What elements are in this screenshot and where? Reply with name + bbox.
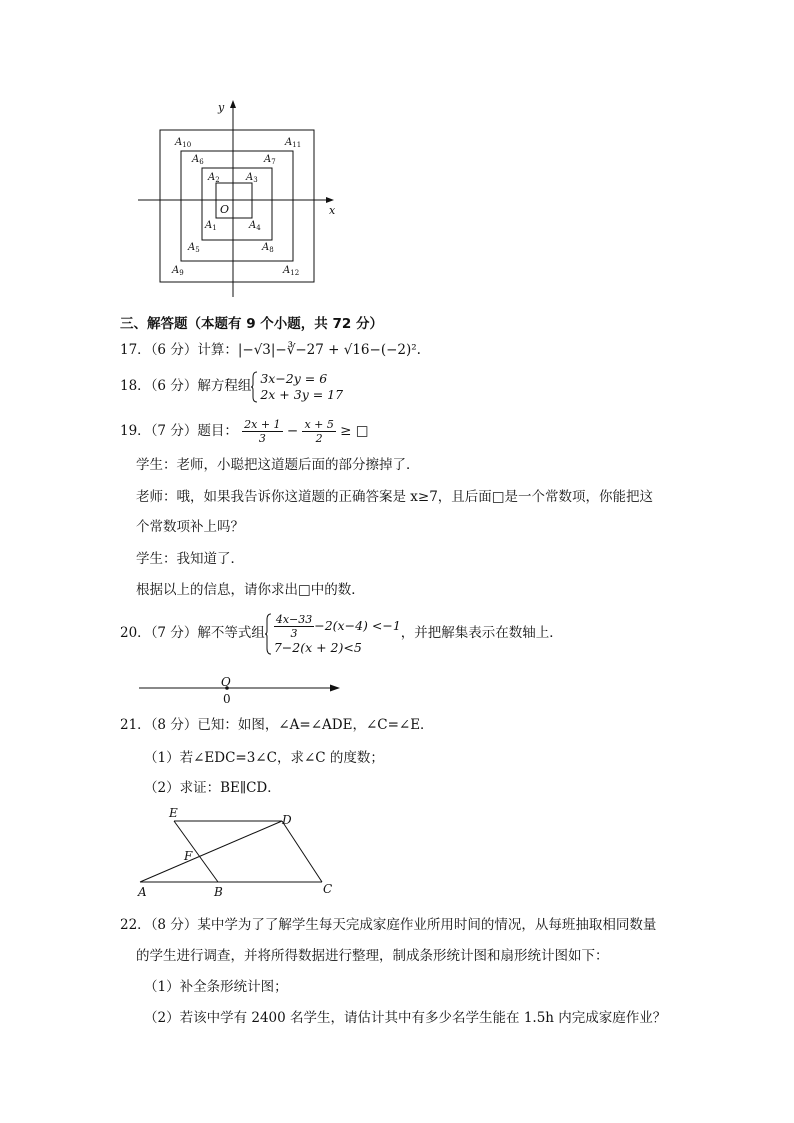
q21-text: 已知：如图，∠A=∠ADE，∠C=∠E．: [197, 717, 434, 733]
question-22: [120, 916, 656, 934]
q20-ineq-1: $\frac{4x-33}{3}$ −2(x−4) <−1: [275, 612, 401, 640]
q20-inequality-system: [265, 613, 401, 655]
number-line-arrow: [330, 685, 340, 692]
q19-line-4: 学生：我知道了．: [136, 551, 244, 567]
q19-line-2: 老师：哦，如果我告诉你这道题的正确答案是 x≥7，且后面□是一个常数项，你能把这: [136, 489, 654, 505]
brace-icon: [265, 613, 272, 655]
origin-label: O: [220, 203, 230, 216]
q22-part-1: （1）补全条形统计图；: [144, 979, 288, 995]
q19-line-5: 根据以上的信息，请你求出□中的数．: [136, 582, 365, 598]
brace-icon: [251, 371, 258, 403]
vertex-label-a10: $A_{10}$: [175, 137, 192, 149]
q18-eq2: 2x + 3y = 17: [260, 386, 344, 402]
y-axis-arrow: [230, 100, 236, 108]
vertex-label-a6: $A_6$: [192, 154, 204, 166]
point-label-F: F: [184, 849, 193, 863]
question-19: [120, 416, 369, 446]
q19-fraction-1: $\frac{2x + 1}{3}$: [244, 418, 281, 445]
question-21: [120, 716, 434, 734]
q18-number: 18．: [120, 378, 151, 394]
q19-number: 19．: [120, 423, 151, 439]
q17-number: 17．: [120, 342, 151, 358]
vertex-label-a3: $A_3$: [246, 172, 258, 184]
q21-part-1: （1）若∠EDC=3∠C，求∠C 的度数；: [144, 750, 384, 766]
vertex-label-a8: $A_8$: [262, 242, 274, 254]
q19-line-1: 学生：老师，小聪把这道题后面的部分擦掉了．: [136, 457, 420, 473]
point-label-E: E: [169, 806, 178, 820]
vertex-label-a4: $A_4$: [249, 220, 261, 232]
q19-line-3: 个常数项补上吗？: [136, 519, 244, 535]
square-outer: [160, 130, 314, 282]
number-line: [135, 672, 345, 708]
q19-score: （7 分）: [150, 423, 198, 439]
q19-fraction-2: $\frac{x + 5}{2}$: [304, 418, 334, 445]
y-axis-label: y: [218, 101, 225, 114]
vertex-label-a12: $A_{12}$: [283, 265, 300, 277]
q20-score: （7 分）: [150, 625, 198, 641]
point-label-A: A: [138, 885, 147, 899]
number-line-zero: 0: [223, 692, 231, 706]
q18-equation-system: [251, 371, 343, 403]
q17-text: 计算：|−√3|−∛−27 + √16−(−2)².: [197, 342, 421, 358]
q22-score: （8 分）: [150, 917, 198, 933]
question-20: [120, 610, 563, 656]
q22-line-2: 的学生进行调查，并将所得数据进行整理，制成条形统计图和扇形统计图如下：: [136, 948, 609, 964]
q17-score: （6 分）: [150, 342, 198, 358]
x-axis-label: x: [329, 204, 336, 217]
q18-eq1: 3x−2y = 6: [260, 370, 328, 386]
vertex-label-a7: $A_7$: [264, 154, 276, 166]
question-18: [120, 370, 343, 403]
squares-figure: [130, 95, 345, 305]
q22-line-1: 某中学为了了解学生每天完成家庭作业所用时间的情况，从每班抽取相同数量: [197, 917, 657, 933]
q20-ineq-2: 7−2(x + 2)<5: [273, 639, 362, 655]
vertex-label-a5: $A_5$: [188, 242, 200, 254]
vertex-label-a2: $A_2$: [208, 172, 220, 184]
q20-number: 20．: [120, 625, 151, 641]
geometry-figure: [132, 806, 342, 900]
q19-text: 题目：: [197, 423, 238, 439]
section-3-title: 三、解答题（本题有 9 个小题，共 72 分）: [120, 316, 383, 332]
point-label-B: B: [214, 885, 223, 899]
vertex-label-a9: $A_9$: [172, 265, 184, 277]
question-17: [120, 341, 421, 359]
q21-part-2: （2）求证：BE∥CD．: [144, 780, 281, 796]
x-axis-arrow: [326, 197, 334, 203]
vertex-label-a1: $A_1$: [205, 220, 217, 232]
q19-minus: −: [286, 423, 299, 439]
segment-DC: [282, 821, 322, 882]
point-label-C: C: [323, 882, 333, 896]
q20-tail: ，并把解集表示在数轴上．: [400, 625, 563, 641]
q22-number: 22．: [120, 917, 151, 933]
point-label-D: D: [282, 813, 292, 827]
q20-text: 解不等式组: [197, 625, 265, 641]
vertex-label-a11: $A_{11}$: [285, 137, 302, 149]
number-line-O: O: [221, 675, 231, 689]
q21-number: 21．: [120, 717, 151, 733]
q18-text: 解方程组: [197, 378, 252, 394]
q22-part-2: （2）若该中学有 2400 名学生，请估计其中有多少名学生能在 1.5h 内完成家庭作业？: [144, 1010, 667, 1026]
q18-score: （6 分）: [150, 378, 198, 394]
q21-score: （8 分）: [150, 717, 198, 733]
q19-ge-box: ≥ □: [340, 423, 369, 439]
